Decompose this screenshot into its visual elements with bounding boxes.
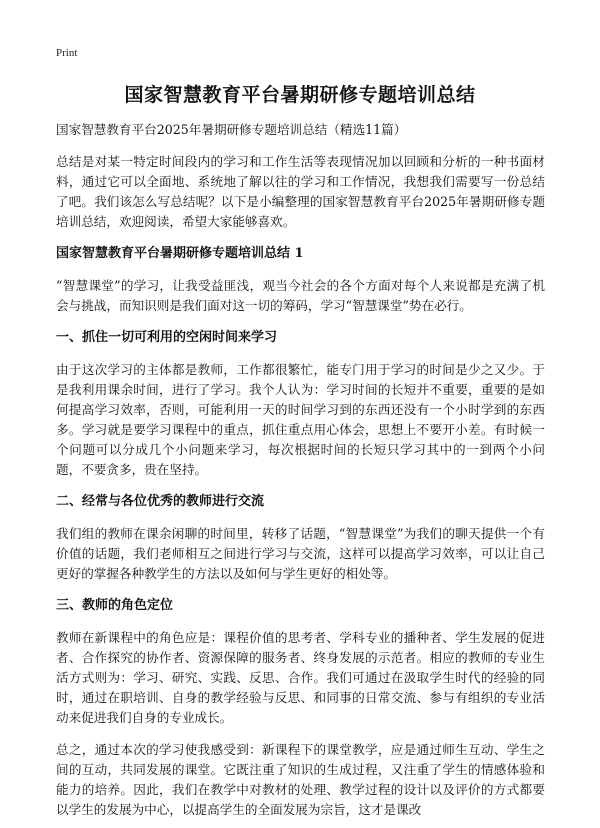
section-title: 国家智慧教育平台暑期研修专题培训总结 1 bbox=[56, 246, 304, 261]
heading-3: 三、教师的角色定位 bbox=[56, 598, 174, 613]
document-body bbox=[56, 120, 545, 820]
paragraph-1: 由于这次学习的主体都是教师，工作都很繁忙，能专门用于学习的时间是少之又少。于是我利用课余时间，进行了学习。我个人认为：学习时间的长短并不重要，重要的是如何提高学习效率，否则，可能利用一天的时间学习到的东西还没有一个小时学到的东西多。学习就是要学习课程中的重点，抓住重点用心体会，思想上不要开小差。有时候一个问题可以分成几个小问题来学习，每次根据时间的长短只学习其中的一到两个小问题，不要贪多，贵在坚持。 bbox=[56, 362, 545, 477]
print-label[interactable]: Print bbox=[56, 47, 78, 59]
page-title: 国家智慧教育平台暑期研修专题培训总结 bbox=[124, 84, 476, 106]
opening-paragraph: “智慧课堂”的学习，让我受益匪浅，观当今社会的各个方面对每个人来说都是充满了机会与挑战，而知识则是我们面对这一切的筹码，学习“智慧课堂”势在必行。 bbox=[56, 278, 545, 313]
paragraph-2: 我们组的教师在课余闲聊的时间里，转移了话题，“智慧课堂”为我们的聊天提供一个有价值的话题，我们老师相互之间进行学习与交流，这样可以提高学习效率，可以让自己更好的掌握各种教学生的方法以及如何与学生更好的相处等。 bbox=[56, 526, 545, 581]
intro-paragraph: 总结是对某一特定时间段内的学习和工作生活等表现情况加以回顾和分析的一种书面材料，通过它可以全面地、系统地了解以往的学习和工作情况，我想我们需要写一份总结了吧。我们该怎么写总结呢？以下是小编整理的国家智慧教育平台2025年暑期研修专题培训总结，欢迎阅读，希望大家能够喜欢。 bbox=[56, 154, 545, 229]
heading-2: 二、经常与各位优秀的教师进行交流 bbox=[56, 494, 265, 509]
paragraph-4: 总之，通过本次的学习使我感受到：新课程下的课堂教学，应是通过师生互动、学生之间的互动，共同发展的课堂。它既注重了知识的生成过程，又注重了学生的情感体验和能力的培养。因此，我们在教学中对教材的处理、教学过程的设计以及评价的方式都要以学生的发展为中心，以提高学生的全面发展为宗旨，这才是课改 bbox=[56, 742, 545, 817]
paragraph-3: 教师在新课程中的角色应是：课程价值的思考者、学科专业的播种者、学生发展的促进者、合作探究的协作者、资源保障的服务者、终身发展的示范者。相应的教师的专业生活方式则为：学习、研究、实践、反思、合作。我们可通过在汲取学生时代的经验的同时，通过在职培训、自身的教学经验与反思、和同事的日常交流、参与有组织的专业活动来促进我们自身的专业成长。 bbox=[56, 630, 545, 725]
document-subtitle: 国家智慧教育平台2025年暑期研修专题培训总结（精选11篇） bbox=[56, 122, 407, 137]
heading-1: 一、抓住一切可利用的空闲时间来学习 bbox=[56, 330, 278, 345]
